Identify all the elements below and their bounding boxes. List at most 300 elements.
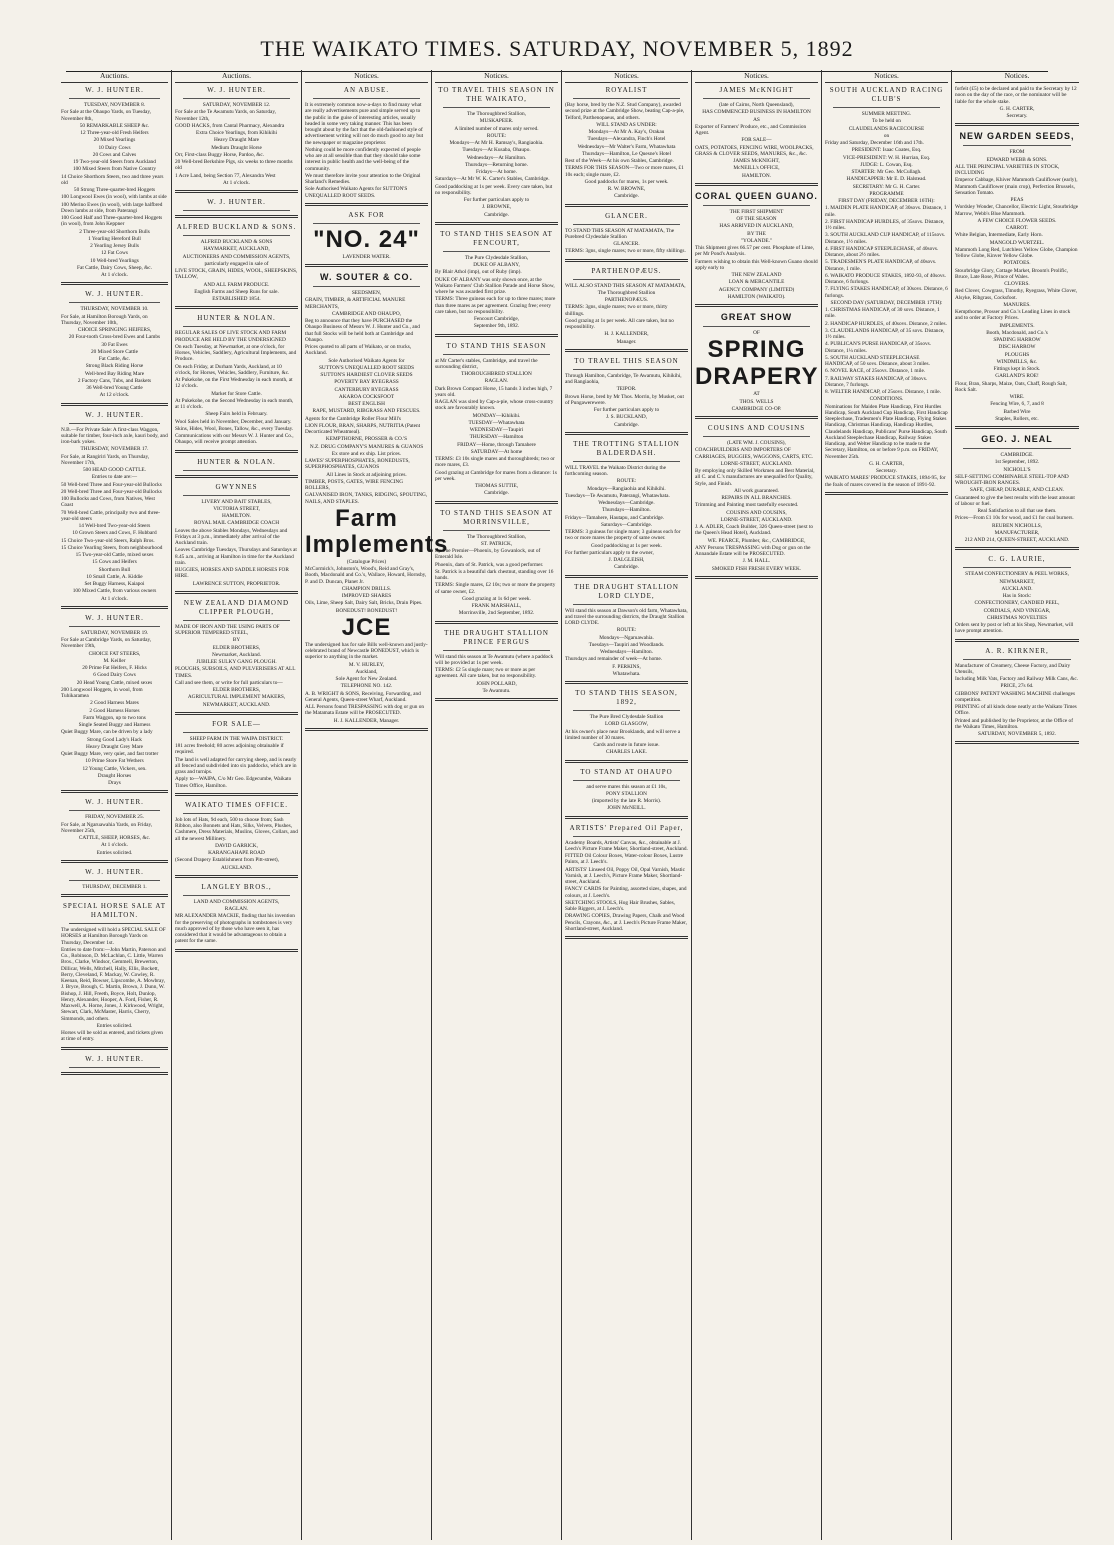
advertisement-line: EDWARD WEBB & SONS.: [986, 156, 1048, 163]
advertisement-line: All Lines in Stock at adjoining prices.: [326, 471, 407, 478]
advertisement: [175, 314, 298, 452]
heading-rule: [703, 436, 810, 437]
heading-rule: [443, 107, 550, 108]
advertisement-heading: LANGLEY BROS.,: [201, 882, 272, 891]
advertisement-line: 20 Prime Fat Heifers, F. Hicks: [82, 665, 147, 671]
advertisement-line: CHAMPION DRILLS.: [341, 585, 392, 592]
advertisement-line: Entries solicited.: [96, 849, 133, 856]
heading-rule: [703, 205, 810, 206]
advertisement: [435, 342, 558, 504]
advertisement-line: HANDICAPPER: Mr E. D. Halstead.: [846, 176, 927, 183]
advertisement-line: The Thoroughbred Stallion,: [467, 111, 526, 117]
section-divider: [175, 793, 298, 796]
advertisement-line: F. PERKINS,: [612, 663, 641, 670]
advertisement: [565, 768, 688, 819]
advertisement-heading: GEO. J. NEAL: [981, 434, 1053, 444]
advertisement-line: LAWES' SUPERPHOSPHATES, BONEDUSTS, SUPERPHOSPHATES, GUANOS: [305, 458, 410, 471]
advertisement-line: LORD GLASGOW,: [604, 721, 649, 728]
advertisement-line: 12 Fat Cows: [101, 250, 128, 257]
heading-rule: [183, 732, 290, 733]
advertisement: [61, 1055, 168, 1075]
advertisement-line: BUGGIES, HORSES AND SADDLE HORSES FOR HIRE.: [175, 567, 289, 580]
advertisement: [175, 801, 298, 878]
column-4: [432, 70, 562, 1540]
advertisement-line: JOHN POLLARD,: [476, 680, 517, 687]
advertisement-line: 7. RAILWAY STAKES HANDICAP, of 30sovs. Distance, 7 furlongs.: [825, 375, 928, 388]
heading-rule: [573, 369, 680, 370]
advertisement-line: Sole Agent for New Zealand.: [335, 676, 398, 682]
advertisement-line: CAMBRIDGE AND OHAUPO,: [331, 310, 401, 317]
advertisement-line: For Sale, at Rangiriri Yards, on Thursday, November 17th,: [61, 453, 150, 466]
heading-rule: [183, 235, 290, 236]
advertisement-line: 20 Well-bred Berkshire Pigs, six weeks to three months old: [175, 159, 293, 172]
advertisement-line: 10 Prime Store Fat Wethers: [85, 758, 144, 765]
advertisement-line: THURSDAY—Hamilton: [469, 434, 524, 441]
advertisement-line: POVERTY BAY RYEGRASS: [334, 379, 399, 386]
advertisement-line: M. V. HURLEY,: [348, 661, 385, 668]
advertisement-line: English Farms and Sheep Runs for sale.: [194, 288, 279, 295]
section-divider: [61, 860, 168, 863]
column-heading: Auctions.: [175, 70, 298, 83]
advertisement-line: FITTED Oil Colour Boxes, Water-colour Boxes, Lustre Paints, at J. Leech's.: [565, 853, 683, 866]
masthead-title: THE WAIKATO TIMES. SATURDAY, NOVEMBER 5, 1892: [260, 36, 854, 61]
advertisement: [175, 198, 298, 218]
section-divider: [175, 190, 298, 193]
advertisement: [61, 868, 168, 897]
advertisement-line: Saturdays—Cambridge.: [600, 521, 653, 528]
heading-rule: [69, 98, 160, 99]
heading-rule: [573, 279, 680, 280]
advertisement-line: For further particulars apply to: [593, 407, 660, 413]
advertisement-line: (Bay horse, bred by the N.Z. Stud Company), awarded second prize at the Cambridge Show, beating Cap-a-pie, Telford, Parthenopaeus, and others.: [565, 102, 685, 121]
advertisement-line: Cambridge.: [614, 564, 639, 571]
advertisement-line: SATURDAY, NOVEMBER 19.: [80, 629, 149, 636]
advertisement-line: (Second Drapery Establishment from Pitt-street),: [175, 857, 279, 864]
advertisement-line: 3. SOUTH AUCKLAND CUP HANDICAP, of 115sovs. Distance, 1½ miles.: [825, 232, 946, 245]
advertisement: [955, 647, 1079, 745]
advertisement-line: The undersigned will hold a SPECIAL SALE OF HORSES at Hamilton Borough Yards on Thursday, December 1st.: [61, 927, 166, 946]
advertisement-line: ALL Persons found TRESPASSING with dog or gun on the Matamata Estate will be PROSECUTED.: [305, 704, 424, 717]
advertisement-line: MANURES.: [1003, 301, 1031, 308]
advertisement-line: Morrinsville, 2nd September, 1892.: [458, 610, 535, 617]
advertisement-line: Leaves the above Stables Mondays, Wednesdays and Fridays at 3 p.m., immediately after arrival of the Auckland train.: [175, 527, 288, 546]
advertisement-line: PRICE, 27s 6d.: [1000, 683, 1034, 690]
heading-rule: [963, 659, 1071, 660]
advertisement-line: HAMILTON.: [222, 513, 251, 519]
advertisement-line: Set Buggy Harness, Kaiapoi: [84, 581, 145, 587]
advertisement-line: Wednesdays—Mr Walter's Farm, Whatawhata: [577, 143, 676, 150]
advertisement-line: PLOUGHS: [1004, 351, 1030, 358]
advertisement-line: Kempthorne, Prosser and Co.'s Leading Lines in stock and to order at Factory Prices.: [955, 309, 1071, 322]
advertisement-line: Beg to announce that they have PURCHASED the Ohaupo Business of Messrs W. J. Hunter and Co., and that full Stocks will be held both at Cambridge and Ohaupo.: [305, 318, 420, 343]
advertisement-line: St. Patrick is a beautiful dark chestnut, standing over 16 hands.: [435, 568, 554, 581]
columns: [58, 70, 1108, 1540]
advertisement-line: THOMAS SUTTIE,: [474, 483, 519, 489]
advertisement-heading: ALFRED BUCKLAND & SONS.: [176, 223, 297, 231]
advertisement-line: 100 Merino Ewes (in wool), with large halfbred Down lambs at side, from Paterangi: [61, 201, 163, 214]
advertisement-line: HAMILTON (WAIKATO).: [727, 293, 786, 300]
advertisement-line: SATURDAY—At home: [470, 448, 523, 455]
advertisement-line: Sheep Fairs held in February.: [205, 411, 268, 418]
advertisement-line: MADE OF IRON AND THE USING PARTS OF SUPERIOR TEMPERED STEEL,: [175, 623, 280, 636]
advertisement-line: For Sale at the Ohaupo Yards, on Tuesday, November 8th,: [61, 109, 151, 122]
advertisement-line: Wednesdays—Cambridge.: [598, 500, 655, 506]
advertisement-line: ARTISTS' Linseed Oil, Poppy Oil, Opal Varnish, Mastic Varnish, at J. Leech's, Picture Frame Maker, Shortland-street, Auckland.: [565, 866, 686, 885]
advertisement-line: 15 Cows and Heifers: [92, 559, 137, 566]
advertisement-line: 5. TRADESMEN'S PLATE HANDICAP, of 40sovs. Distance, 1 mile.: [825, 259, 937, 272]
advertisement-line: Sole Authorised Waikato Agents for SUTTON'S UNEQUALLED ROOT SEEDS.: [305, 186, 408, 199]
advertisement-line: Trimming and Painting most tastefully executed.: [695, 502, 799, 509]
advertisement-line: Wordsley Wonder, Chancellor, Electric Light, Stourbridge Marrow, Webb's Blue Mammoth.: [955, 204, 1079, 217]
advertisement-line: 2 Factory Cans, Tubs, and Baskets: [77, 377, 152, 384]
advertisement-heading: HUNTER & NOLAN.: [197, 314, 276, 323]
advertisement-line: 8. WELTER HANDICAP, of 25sovs. Distance, 1 mile.: [825, 389, 941, 395]
advertisement-heading: GLANCER.: [605, 211, 648, 220]
advertisement-heading: SPECIAL HORSE SALE AT HAMILTON.: [62, 902, 166, 919]
advertisement-line: Apply to—WAIPA, C/o Mr Geo. Edgecumbe, Waikato Times Office, Hamilton.: [175, 776, 292, 789]
advertisement-heading: TO STAND THIS SEASON AT FENCOURT,: [440, 229, 553, 247]
advertisement-line: Draught Horses: [97, 772, 132, 779]
column-8: [952, 70, 1082, 1540]
section-divider: [565, 936, 688, 939]
advertisement-line: WILL STAND AS UNDER:: [596, 121, 657, 128]
advertisement: [305, 211, 428, 267]
advertisement: [61, 798, 168, 863]
advertisement-line: DRAWING COPIES, Drawing Papers, Chalk and Wood Pencils, Crayons, &c., at J. Leech's Picture Frame Maker, Shortland-street, Auckland.: [565, 913, 687, 932]
advertisement-line: AKAROA COCKSFOOT: [338, 393, 395, 400]
advertisement-line: ROUTE:: [486, 132, 507, 139]
advertisement-line: Guaranteed to give the best results with the least amount of labour or fuel.: [955, 494, 1075, 507]
advertisement-line: CLOVERS.: [1004, 281, 1030, 287]
advertisement-line: at Mr Carter's stables, Cambridge, and travel the surrounding district,: [435, 357, 538, 370]
advertisement-line: LORNE-STREET, AUCKLAND.: [720, 460, 793, 467]
column-2: [172, 70, 302, 1540]
section-divider: [175, 306, 298, 309]
heading-rule: [443, 650, 550, 651]
advertisement-line: Red Clover, Cowgrass, Timothy, Ryegrass, White Clover, Alsyke, Ribgrass, Cocksfoot.: [955, 288, 1078, 301]
advertisement-heading: FOR SALE—: [212, 719, 261, 728]
advertisement-line: BY THE: [747, 230, 766, 237]
section-divider: [175, 475, 298, 478]
advertisement-line: OF: [753, 330, 760, 336]
advertisement-line: 1st September, 1892.: [994, 459, 1040, 466]
advertisement-line: Drays: [108, 780, 121, 786]
advertisement-line: ANY Persons TRESPASSING with Dog or gun on the Annandale Estate will be PROSECUTED.: [695, 544, 811, 557]
advertisement-line: Manager.: [616, 338, 637, 345]
section-divider: [565, 349, 688, 352]
advertisement-line: FANCY CARDS for Painting, assorted sizes, shapes, and colours, at J. Leech's.: [565, 886, 687, 899]
advertisement-line: Dark Brown Compact Horse, 15 hands 3 inches high, 7 years old.: [435, 385, 553, 398]
advertisement: [175, 86, 298, 193]
advertisement-line: At 12 o'clock.: [99, 392, 130, 399]
advertisement-line: 2. FIRST HANDICAP HURDLES, of 35sovs. Distance, 1½ miles.: [825, 218, 945, 231]
advertisement-heading: NEW GARDEN SEEDS,: [959, 131, 1075, 142]
column-heading: Notices.: [825, 70, 948, 83]
advertisement-line: COUSINS AND COUSINS,: [726, 509, 787, 516]
section-divider: [565, 575, 688, 578]
advertisement-line: PRINTING of all kinds done neatly at the Waikato Times Office.: [955, 704, 1077, 717]
heading-rule: [183, 98, 290, 99]
heading-rule: [313, 223, 420, 224]
section-divider: [175, 591, 298, 594]
advertisement-line: PRESIDENT: Isaac Coates, Esq.: [851, 147, 922, 154]
advertisement-line: THE NEW ZEALAND: [731, 272, 782, 278]
advertisement-line: Fencourt Cambridge,: [473, 316, 519, 322]
advertisement-line: Fat Cattle, &c.: [98, 356, 131, 362]
advertisement: [175, 483, 298, 594]
advertisement-line: N.Z. DRUG COMPANY'S MANURES & GUANOS: [309, 443, 424, 450]
advertisement-line: Quiet Buggy Mare, can be driven by a lady: [61, 729, 153, 736]
advertisement-line: The Pure Bred Clydesdale Stallion: [589, 714, 664, 720]
advertisement-line: IMPLEMENTS.: [999, 322, 1035, 329]
advertisement-line: 20 Well-bred Three and Four-year-old Bullocks: [61, 488, 162, 495]
advertisement-line: J. DALGLEISH,: [608, 557, 645, 563]
advertisement-line: TERMS: Single mares, £2 10s; two or more the property of same owner, £2.: [435, 582, 556, 595]
advertisement-line: 50 Strong Three-quarter-bred Hoggets: [73, 187, 156, 193]
advertisement-heading: PARTHENOPÆUS.: [591, 266, 662, 275]
advertisement-line: REPAIRS IN ALL BRANCHES.: [721, 495, 792, 501]
section-divider: [565, 816, 688, 819]
advertisement-line: FOR SALE—: [741, 137, 772, 144]
advertisement-line: NICHOLL'S: [1003, 466, 1031, 473]
section-divider: [61, 1047, 168, 1050]
advertisement-heading: W. J. HUNTER.: [85, 798, 144, 807]
section-divider: [435, 334, 558, 337]
advertisement-line: Horses will be sold as entered, and tickets given at time of entry.: [61, 1030, 163, 1043]
advertisement-line: Real Satisfaction to all that use them.: [977, 508, 1057, 514]
advertisement-line: Prices quoted to all parts of Waikato, or on trucks, Auckland.: [305, 344, 412, 357]
advertisement-heading: GWYNNES: [215, 482, 258, 491]
advertisement-line: HAS COMMENCED BUSINESS IN HAMILTON: [702, 109, 811, 116]
advertisement-line: 212 AND 214, QUEEN-STREET, AUCKLAND.: [964, 537, 1070, 543]
advertisement-line: Good paddocking at 1s per week.: [591, 542, 662, 549]
advertisement-heading: GREAT SHOW: [720, 312, 793, 322]
advertisement-line: Good grazing at 1s 6d per week.: [462, 595, 531, 602]
advertisement-heading: ASK FOR: [348, 210, 385, 219]
section-divider: [695, 576, 818, 579]
advertisement-line: WAIKATO MARES' PRODUCE STAKES, 1894-95, for the foals of mares covered in the season of 1891-92.: [825, 475, 946, 488]
advertisement-line: TERMS: £2 5s single mare; two or more as per agreement. All care taken, but no responsibility.: [435, 667, 537, 680]
advertisement-line: SHEEP FARM IN THE WAIPA DISTRICT.: [189, 735, 284, 742]
advertisement-line: KARANGAHAPE ROAD: [208, 850, 265, 856]
advertisement-line: 1. MAIDEN PLATE HANDICAP, of 30sovs. Distance, 1 mile.: [825, 205, 947, 218]
advertisement-line: On each Tuesday, at Newmarket, at one o'clock, for Horses, Vehicles, Saddlery, Agricultural Implements, and Produce.: [175, 343, 297, 363]
advertisement-heading: TO STAND THIS SEASON, 1892,: [575, 689, 678, 706]
advertisement-line: GALVANISED IRON, TANKS, RIDGING, SPOUTING, NAILS, AND STAPLES.: [305, 492, 428, 505]
advertisement-line: FRANK MARSHALL,: [471, 603, 522, 609]
advertisement-line: AGRICULTURAL IMPLEMENT MAKERS,: [187, 694, 286, 701]
heading-rule: [573, 224, 680, 225]
advertisement: [565, 212, 688, 262]
advertisement-line: Entries solicited.: [96, 1022, 133, 1029]
advertisement-line: Stourbridge Glory, Cottage Market, Broom's Prolific, Bruce, Late Rose, Prince of Wales.: [955, 267, 1069, 280]
advertisement-line: "NO. 24": [313, 225, 420, 253]
advertisement-line: TO STAND THIS SEASON AT MATAMATA, The Purebred Clydesdale Stallion: [565, 227, 675, 240]
advertisement-line: Heavy Draught Grey Mare: [86, 743, 143, 750]
advertisement: [565, 86, 688, 207]
advertisement-line: 2 Good Harness Horses: [89, 707, 140, 714]
advertisement-line: A. B. WRIGHT & SONS, Receiving, Forwarding, and General Agents, Queen-street Wharf, Auckland.: [305, 690, 421, 703]
advertisement-heading: ARTISTS' Prepared Oil Paper,: [569, 823, 684, 832]
advertisement-line: The Pure Clydesdale Stallion,: [464, 254, 529, 261]
section-divider: [61, 282, 168, 285]
advertisement-line: ROUTE:: [616, 478, 637, 485]
advertisement-line: (Catalogue Prices): [346, 558, 387, 565]
advertisement-line: CARROT.: [1005, 225, 1029, 231]
advertisement-line: By employing only Skilled Workmen and Best Material, all C. and C.'s manufactures are unequalled for Quality, Style, and Finish.: [695, 468, 815, 487]
advertisement-heading: ROYALIST: [605, 86, 648, 94]
section-divider: [565, 259, 688, 262]
advertisement: [61, 614, 168, 794]
advertisement: [305, 272, 449, 731]
advertisement-line: LAVENDER WATER.: [342, 253, 391, 260]
advertisement-line: TIMBER, POSTS, GATES, WIRE FENCING ROLLERS,: [305, 478, 404, 491]
advertisement-heading: JAMES McKNIGHT: [719, 86, 794, 94]
column-heading: Notices.: [305, 70, 428, 83]
advertisement-line: 20 Four-tooth Cross-bred Ewes and Lambs: [68, 334, 161, 341]
advertisement-line: LIVE STOCK, GRAIN, HIDES, WOOL, SHEEPSKINS, TALLOW,: [175, 268, 298, 281]
advertisement-line: AUCKLAND.: [1001, 585, 1033, 592]
section-divider: [61, 1072, 168, 1075]
heading-rule: [703, 98, 810, 99]
advertisement-line: J. S. BUCKLAND,: [605, 414, 648, 421]
advertisement-line: WIRE.: [1009, 394, 1025, 400]
advertisement-line: particularly engaged in sale of: [204, 260, 269, 267]
heading-rule: [573, 98, 680, 99]
advertisement-line: Flour, Bran, Sharps, Maize, Oats, Chaff, Rough Salt, Rock Salt.: [955, 380, 1067, 393]
advertisement-line: CONDITIONS.: [869, 396, 904, 403]
advertisement-line: We must therefore invite your attention to the Original Sharland's Remedies.: [305, 172, 421, 185]
advertisement-heading: TO STAND AT OHAUPO: [580, 767, 673, 776]
advertisement-heading: SOUTH AUCKLAND RACING CLUB'S: [829, 86, 944, 103]
advertisement-line: HAS ARRIVED IN AUCKLAND,: [719, 223, 794, 230]
advertisement-line: Staples, Rollers, etc.: [995, 415, 1039, 422]
advertisement: [175, 720, 298, 796]
advertisement-line: DUKE OF ALBANY,: [473, 262, 520, 268]
advertisement-line: Orders sent by post or left at his Shop, Newmarket, will have prompt attention.: [955, 622, 1074, 635]
heading-rule: [963, 145, 1071, 146]
advertisement: [435, 86, 558, 225]
advertisement-line: Sole Authorised Waikato Agents for: [328, 357, 405, 364]
section-divider: [435, 222, 558, 225]
advertisement-line: Extra Choice Yearlings, from Kihikihi: [196, 130, 277, 136]
advertisement-line: White Belgian, Intermediate, Early Horn.: [955, 232, 1043, 239]
advertisement-line: DISC HARROW: [998, 344, 1036, 351]
advertisement-line: GOOD HACKS, from Cantal Pharmacy, Alexandra: [175, 122, 285, 129]
advertisement-line: On each Friday, at Durham Yards, Auckland, at 10 o'clock, for Horses, Vehicles, Saddlery, Furniture, &c.: [175, 363, 290, 376]
advertisement-line: Including Milk Vats, Factory and Railway Milk Cans, &c.: [955, 676, 1079, 682]
advertisement-line: POTATOES.: [1003, 260, 1031, 267]
advertisement-line: 1. CHRISTMAS HANDICAP, of 30 sovs. Distance, 1 mile.: [825, 307, 940, 320]
section-divider: [565, 432, 688, 435]
advertisement-line: SPADING HARROW: [993, 337, 1041, 343]
advertisement-line: 20 Mixed Yearlings: [93, 137, 136, 144]
heading-rule: [69, 1067, 160, 1068]
advertisement-line: Has in Stock:: [1002, 593, 1032, 599]
advertisement-line: DAVID GARRICK,: [215, 842, 258, 849]
advertisement: [435, 629, 558, 702]
advertisement: [565, 824, 688, 940]
advertisement: [175, 599, 298, 715]
advertisement-line: Thursdays and remainder of week—At home.: [565, 656, 663, 663]
advertisement-line: Tuesdays—Taupiri and Woodlands.: [588, 641, 665, 648]
advertisement-heading: W. J. HUNTER.: [207, 86, 266, 94]
advertisement-line: 181 acres freehold; 80 acres adjoining obtainable if required.: [175, 743, 284, 756]
heading-rule: [313, 98, 420, 99]
advertisement-heading: CORAL QUEEN GUANO.: [695, 190, 818, 201]
advertisement-line: 10 Small Cattle, A. Kiddie: [86, 573, 143, 580]
section-divider: [955, 123, 1079, 126]
advertisement: [955, 434, 1079, 550]
advertisement-line: Medium Draught Horse: [211, 144, 262, 151]
advertisement-line: Farm Waggon, up to two tons: [83, 714, 146, 721]
advertisement-line: Wool Sales held in November, December, and January.: [175, 418, 292, 425]
advertisement-line: NEWMARKET, AUCKLAND.: [202, 701, 271, 708]
advertisement-line: Wednesdays—Hamilton.: [600, 649, 653, 655]
advertisement-line: J. M. HALL.: [742, 558, 771, 565]
advertisement-heading: NEW ZEALAND DIAMOND CLIPPER PLOUGH,: [183, 598, 290, 616]
advertisement-heading: THE DRAUGHT STALLION PRINCE FERGUS: [444, 628, 549, 646]
advertisement: [955, 131, 1079, 429]
advertisement-line: Thursdays—Returning home.: [465, 161, 528, 168]
advertisement: [175, 223, 298, 309]
heading-rule: [443, 530, 550, 531]
advertisement-line: 19 Two-year-old Steers from Auckland: [73, 159, 156, 165]
advertisement: [565, 440, 688, 578]
advertisement: [565, 267, 688, 352]
advertisement-line: 2 Yearling Jersey Bulls: [90, 243, 139, 249]
column-7: [822, 70, 952, 1540]
advertisement-line: Thursdays—Hamilton.: [602, 507, 651, 514]
column-1: [58, 70, 172, 1540]
advertisement-line: LIVERY AND BAIT STABLES,: [201, 498, 272, 505]
advertisement-line: The Thoroughbred Stallion: [597, 289, 656, 296]
heading-rule: [573, 461, 680, 462]
advertisement-line: Booth, Macdonald, and Co.'s: [986, 329, 1048, 336]
advertisement-line: Fridays—Tamahere, Hautapu, and Cambridge.: [565, 514, 665, 521]
heading-rule: [573, 710, 680, 711]
section-divider: [175, 875, 298, 878]
advertisement-line: PLOUGHS, SUBSOILS, AND PULVERISERS AT ALL TIMES.: [175, 666, 296, 679]
advertisement-heading: W. J. HUNTER.: [85, 1054, 144, 1063]
advertisement-line: 30 Fat Ewes: [101, 341, 128, 348]
advertisement-line: STARTER: Mr Geo. McCullagh.: [851, 169, 922, 175]
column-heading: Notices.: [695, 70, 818, 83]
advertisement-line: Communications with our Messrs W. J. Hunter and Co., Ohaupo, will receive prompt attention.: [175, 433, 294, 446]
advertisement-line: 70 Well-bred Cattle, principally two and three-year-old steers: [61, 509, 161, 522]
advertisement-line: THOROUGHBRED STALLION: [461, 371, 532, 377]
advertisement: [695, 424, 818, 579]
advertisement-line: SECOND DAY (SATURDAY, DECEMBER 17TH):: [830, 299, 943, 306]
advertisement-line: LOAN & MERCANTILE: [728, 279, 785, 286]
section-divider: [825, 492, 948, 495]
advertisement-line: SKETCHING STOOLS, Hog Hair Brushes, Sables, Sable Riggers, at J. Leech's.: [565, 899, 675, 912]
advertisement-line: RAGLAN.: [484, 378, 509, 385]
advertisement-line: Fat Cattle, Dairy Cows, Sheep, &c.: [77, 264, 152, 271]
advertisement-line: 1 Acre Land, being Section 77, Alexandra West: [175, 172, 276, 179]
heading-rule: [443, 354, 550, 355]
advertisement-line: Job lots of Hats, 9d each, 500 to choose from; Sash Ribbon, also Bonnets and Hats, Silks, Velvets, Plushes, Cashmere, Dress Materials, Muslins, Gloves, Collars, and all the newest Millinery.: [175, 816, 298, 842]
advertisement-line: CAMBRIDGE CO-OP.: [731, 405, 782, 412]
advertisement-line: BY: [232, 637, 241, 644]
advertisement-line: Market for Store Cattle.: [211, 390, 262, 397]
advertisement-line: This Shipment gives 66.57 per cent. Phosphate of Lime, per Mr Pond's Analysis.: [695, 245, 815, 258]
advertisement-line: Good grazing at Cambridge for mares from a distance: 1s per week.: [435, 469, 557, 482]
advertisement: [955, 86, 1079, 126]
advertisement-heading: TO STAND THIS SEASON: [446, 341, 547, 350]
advertisement-line: WINDMILLS, &c.: [996, 358, 1038, 365]
advertisement-line: McNEILL's OFFICE,: [733, 165, 780, 172]
